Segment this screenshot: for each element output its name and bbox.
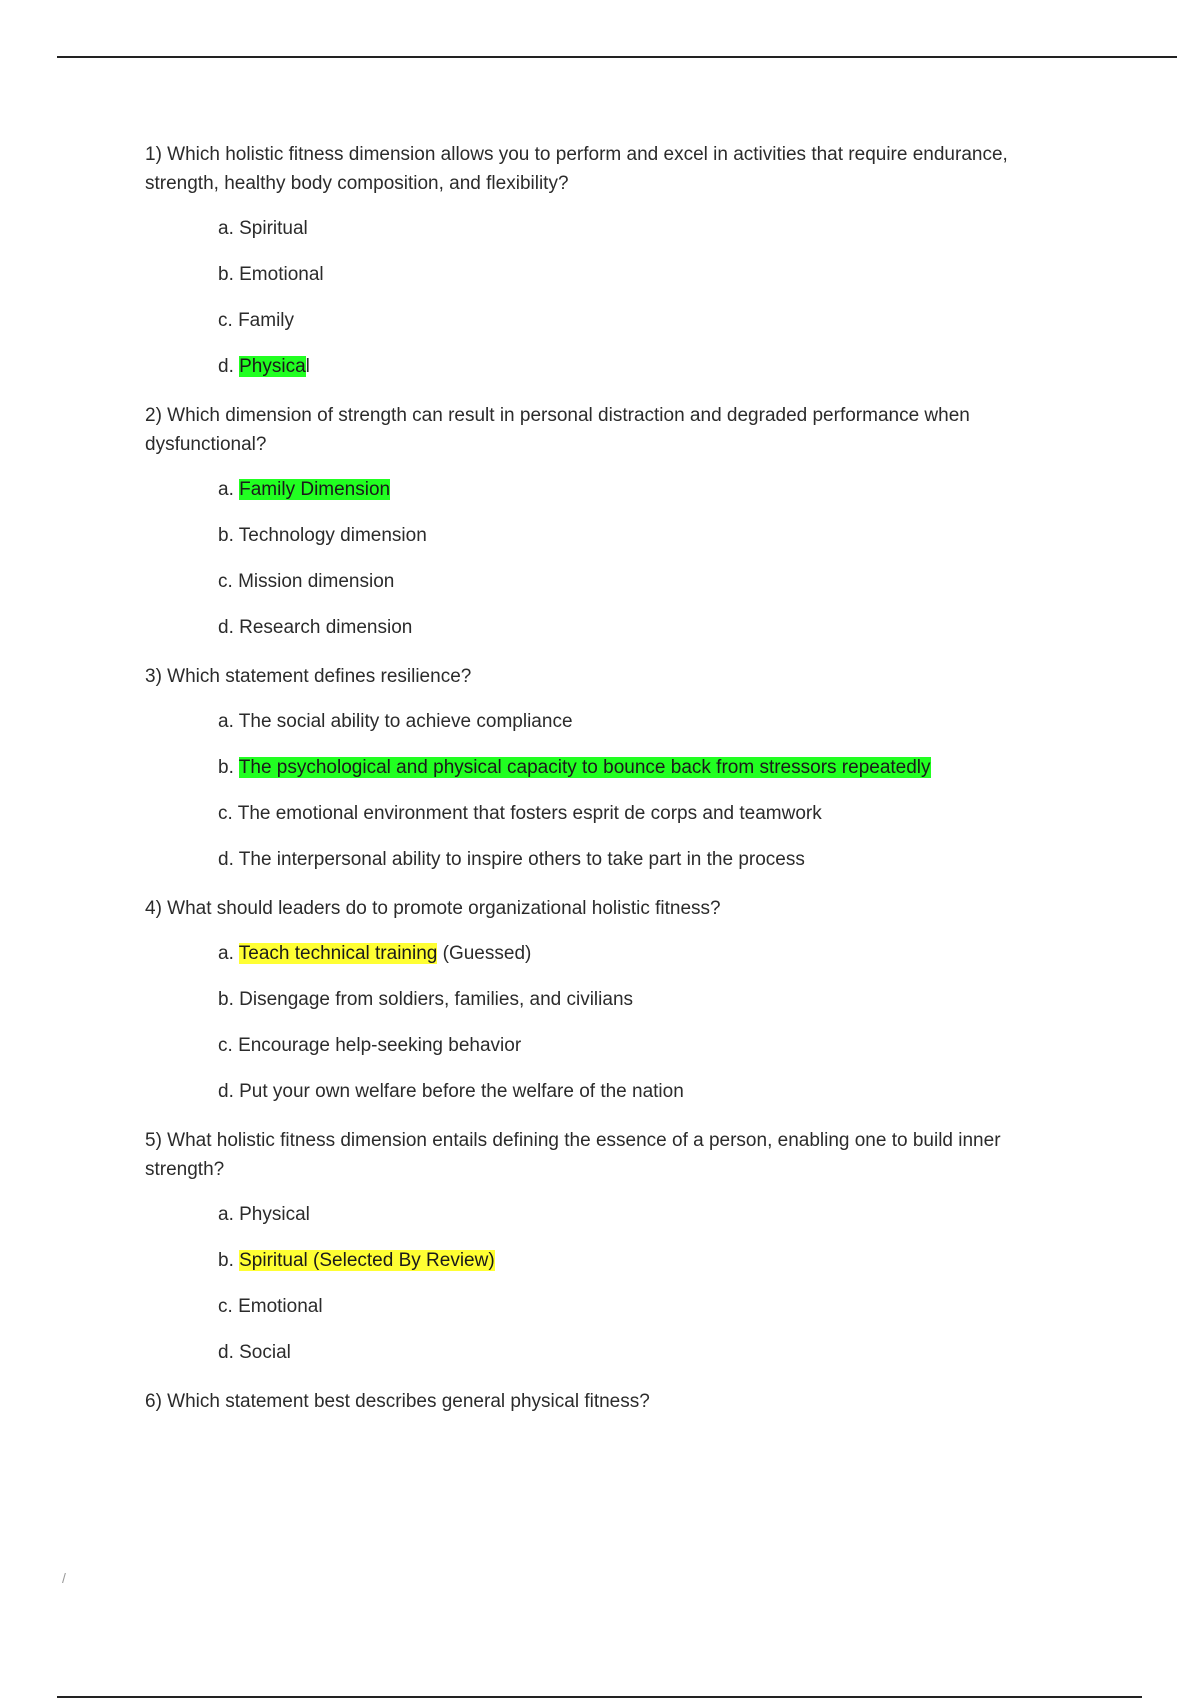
option-text: Emotional xyxy=(239,264,324,285)
option-letter: a. xyxy=(218,218,240,239)
question-block-6 xyxy=(145,1387,1045,1416)
highlighted-answer: Spiritual (Selected By Review) xyxy=(239,1250,495,1271)
highlighted-answer: Physica xyxy=(239,356,306,377)
option-letter: c. xyxy=(218,310,239,331)
question-text: 6) Which statement best describes general physical fitness? xyxy=(145,1391,650,1412)
option-letter: c. xyxy=(218,571,239,592)
bottom-rule xyxy=(57,1696,1142,1698)
option-text: Family xyxy=(238,310,295,331)
option-text: Spiritual xyxy=(239,218,308,239)
option-letter: d. xyxy=(218,1342,240,1363)
option-text: Mission dimension xyxy=(238,571,395,592)
question-block-3 xyxy=(145,662,1045,874)
option-letter: a. xyxy=(218,479,240,500)
option-suffix: l xyxy=(305,356,310,377)
footer-mark: / xyxy=(62,1570,66,1586)
option-letter: b. xyxy=(218,757,239,778)
option-c xyxy=(145,799,1045,828)
option-c xyxy=(145,1031,1045,1060)
option-letter: b. xyxy=(218,1250,240,1271)
top-rule xyxy=(57,56,1177,58)
question-text: 5) What holistic fitness dimension entails defining the essence of a person, enabling one to build inner strength? xyxy=(145,1130,1001,1180)
option-a xyxy=(145,707,1045,736)
option-letter: b. xyxy=(218,525,239,546)
highlighted-answer: Family Dimension xyxy=(239,479,391,500)
option-a xyxy=(145,475,1045,504)
option-b xyxy=(145,1246,1045,1275)
option-list xyxy=(145,475,1045,642)
option-d xyxy=(145,845,1045,874)
option-text: Social xyxy=(239,1342,291,1363)
option-letter: d. xyxy=(218,356,240,377)
option-c xyxy=(145,306,1045,335)
option-letter: d. xyxy=(218,1081,240,1102)
option-a xyxy=(145,214,1045,243)
question-text: 4) What should leaders do to promote organizational holistic fitness? xyxy=(145,898,721,919)
option-b xyxy=(145,753,1045,782)
option-text: Emotional xyxy=(238,1296,323,1317)
option-d xyxy=(145,613,1045,642)
option-list xyxy=(145,707,1045,874)
option-text: The social ability to achieve compliance xyxy=(238,711,573,732)
option-b xyxy=(145,521,1045,550)
option-c xyxy=(145,1292,1045,1321)
option-list xyxy=(145,1200,1045,1367)
question-text: 3) Which statement defines resilience? xyxy=(145,666,472,687)
option-text: Technology dimension xyxy=(238,525,427,546)
highlighted-answer: Teach technical training xyxy=(238,943,438,964)
option-d xyxy=(145,352,1045,381)
question-block-4 xyxy=(145,894,1045,1106)
question-text: 1) Which holistic fitness dimension allows you to perform and excel in activities that require endurance, strength, healthy body composition, and flexibility? xyxy=(145,144,1008,194)
question-block-5 xyxy=(145,1126,1045,1367)
option-letter: c. xyxy=(218,1035,239,1056)
highlighted-answer: The psychological and physical capacity to bounce back from stressors repeatedly xyxy=(238,757,931,778)
question-block-1 xyxy=(145,140,1045,381)
option-a xyxy=(145,1200,1045,1229)
option-b xyxy=(145,985,1045,1014)
option-letter: a. xyxy=(218,711,239,732)
option-letter: a. xyxy=(218,943,239,964)
option-letter: b. xyxy=(218,264,240,285)
question-text: 2) Which dimension of strength can result in personal distraction and degraded performance when dysfunctional? xyxy=(145,405,970,455)
option-text: Physical xyxy=(239,1204,310,1225)
option-d xyxy=(145,1077,1045,1106)
option-c xyxy=(145,567,1045,596)
option-letter: b. xyxy=(218,989,240,1010)
option-letter: d. xyxy=(218,617,240,638)
option-a xyxy=(145,939,1045,968)
question-block-2 xyxy=(145,401,1045,642)
option-letter: a. xyxy=(218,1204,240,1225)
option-text: Research dimension xyxy=(239,617,413,638)
option-letter: d. xyxy=(218,849,239,870)
option-text: Encourage help-seeking behavior xyxy=(238,1035,522,1056)
option-letter: c. xyxy=(218,1296,239,1317)
option-b xyxy=(145,260,1045,289)
option-d xyxy=(145,1338,1045,1367)
option-suffix: (Guessed) xyxy=(437,943,532,964)
option-text: Disengage from soldiers, families, and civilians xyxy=(239,989,634,1010)
option-list xyxy=(145,214,1045,381)
option-text: The interpersonal ability to inspire others to take part in the process xyxy=(238,849,805,870)
option-text: Put your own welfare before the welfare of the nation xyxy=(239,1081,684,1102)
option-text: The emotional environment that fosters esprit de corps and teamwork xyxy=(237,803,822,824)
quiz-content xyxy=(145,140,1045,1416)
option-letter: c. xyxy=(218,803,238,824)
option-list xyxy=(145,939,1045,1106)
